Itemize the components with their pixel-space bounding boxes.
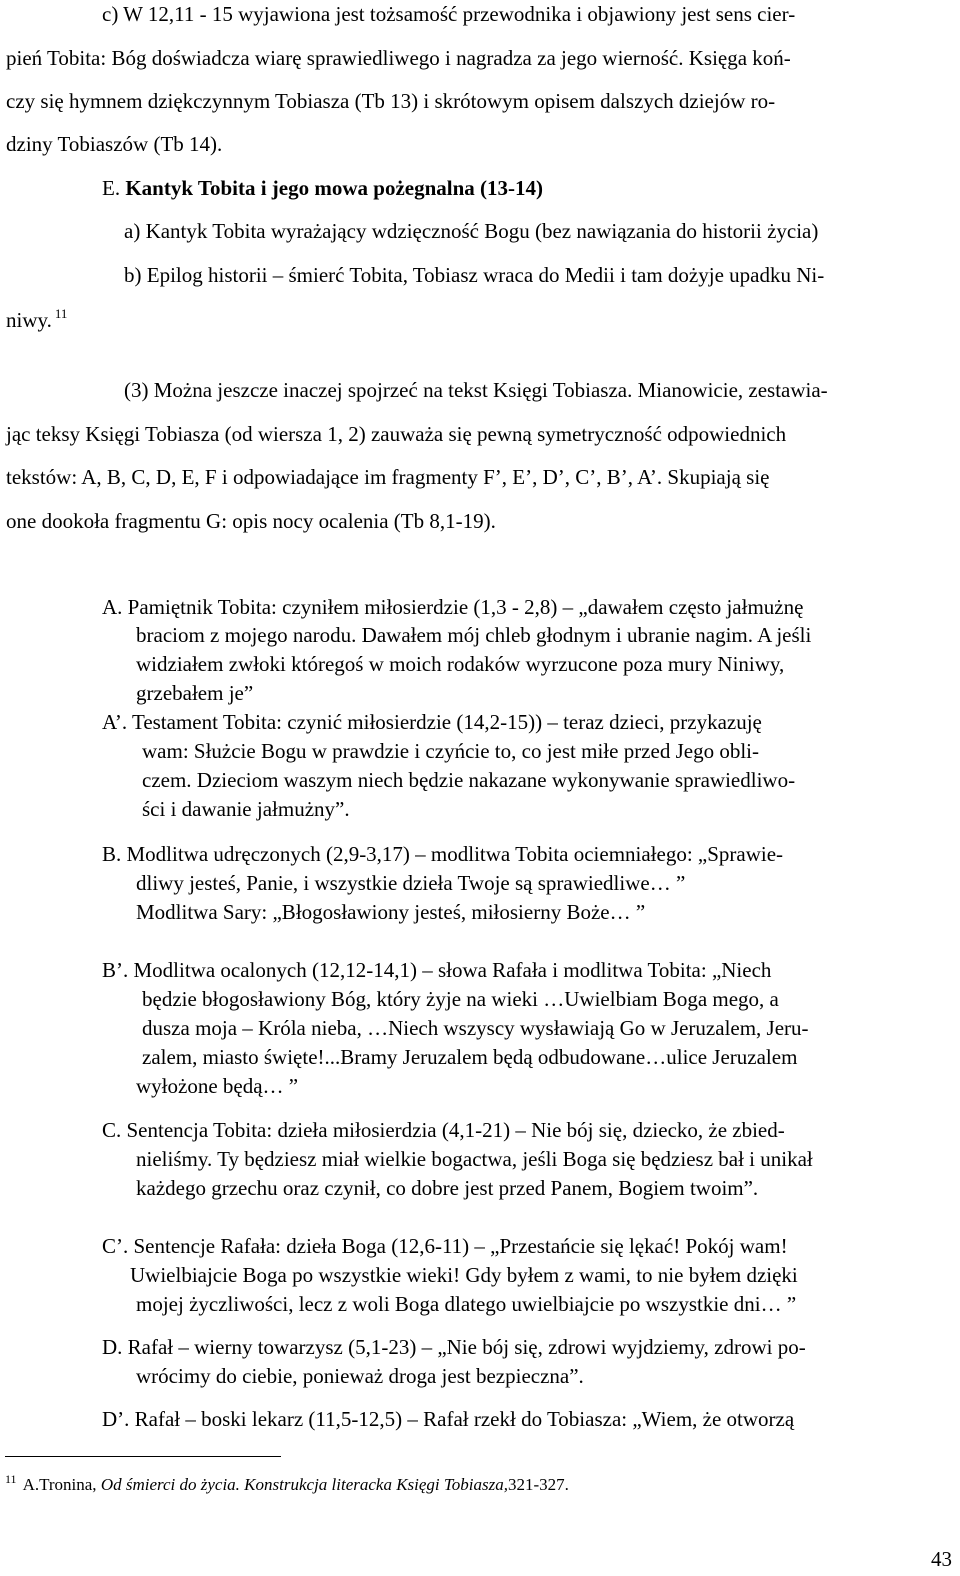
text-line [102, 1337, 806, 1358]
text-line [136, 902, 645, 923]
text-line [102, 844, 783, 865]
text-line-content: Uwielbiajcie Boga po wszystkie wieki! Gdy byłem z wami, to nie byłem dzięki [130, 1263, 798, 1287]
text-line-content: widziałem zwłoki któregoś w moich rodaków wyrzucone poza mury Niniwy, [136, 652, 785, 676]
text-line-content: D. Rafał – wierny towarzysz (5,1-23) – „Nie bój się, zdrowi wyjdziemy, zdrowi po- [102, 1335, 806, 1359]
text-line [124, 265, 824, 286]
text-line-content: A’. Testament Tobita: czynić miłosierdzie (14,2-15)) – teraz dzieci, przykazuję [102, 710, 762, 734]
text-line [136, 1294, 796, 1315]
text-line-content: tekstów: A, B, C, D, E, F i odpowiadające im fragmenty F’, E’, D’, C’, B’, A’. Skupiają się [6, 465, 770, 489]
text-line-content: dliwy jesteś, Panie, i wszystkie dzieła Twoje są sprawiedliwe… ” [136, 871, 686, 895]
text-line [102, 597, 803, 618]
footnote-reference[interactable]: 11 [54, 306, 68, 321]
text-line-content: (3) Można jeszcze inaczej spojrzeć na tekst Księgi Tobiasza. Mianowicie, zestawia- [124, 378, 828, 402]
footnote-separator [5, 1456, 281, 1457]
text-line-content: a) Kantyk Tobita wyrażający wdzięczność Bogu (bez nawiązania do historii życia) [124, 219, 819, 243]
text-line [6, 511, 496, 532]
text-line-content: niwy. [6, 308, 52, 332]
text-line-content: B. Modlitwa udręczonych (2,9-3,17) – modlitwa Tobita ociemniałego: „Sprawie- [102, 842, 784, 866]
text-line-content: dusza moja – Króla nieba, …Niech wszyscy wysławiają Go w Jeruzalem, Jeru- [142, 1016, 809, 1040]
text-line-content: wrócimy do ciebie, ponieważ droga jest bezpieczna”. [136, 1364, 584, 1388]
text-line [142, 799, 350, 820]
text-line [102, 960, 771, 981]
text-line-content: zalem, miasto święte!...Bramy Jeruzalem będą odbudowane…ulice Jeruzalem [142, 1045, 798, 1069]
text-line-content: E. [102, 176, 126, 200]
text-line [142, 741, 759, 762]
text-line-content: jąc teksy Księgi Tobiasza (od wiersza 1, 2) zauważa się pewną symetryczność odpowiednich [6, 422, 787, 446]
text-line [6, 424, 786, 445]
text-line-content: Modlitwa Sary: „Błogosławiony jesteś, miłosierny Boże… ” [136, 900, 646, 924]
text-line-content: C. Sentencja Tobita: dzieła miłosierdzia (4,1-21) – Nie bój się, dziecko, że zbied- [102, 1118, 785, 1142]
text-line [136, 1076, 298, 1097]
text-line-content: dziny Tobiaszów (Tb 14). [6, 132, 223, 156]
text-line-content: c) W 12,11 - 15 wyjawiona jest tożsamość przewodnika i objawiony jest sens cier- [102, 2, 796, 26]
text-line-content: ści i dawanie jałmużny”. [142, 797, 350, 821]
text-line [6, 467, 770, 488]
footnote-11 [5, 1472, 569, 1494]
text-line [102, 4, 795, 25]
text-line [130, 1265, 798, 1286]
text-line [136, 1366, 584, 1387]
footnote-pages: 321-327. [508, 1475, 569, 1494]
page-number: 43 [931, 1547, 952, 1571]
text-line-content: pień Tobita: Bóg doświadcza wiarę sprawiedliwego i nagradza za jego wierność. Księga koń- [6, 46, 791, 70]
text-line [6, 134, 222, 155]
text-line [136, 873, 685, 894]
text-line [142, 1047, 797, 1068]
text-line-content: czy się hymnem dziękczynnym Tobiasza (Tb 13) i skrótowym opisem dalszych dziejów ro- [6, 89, 776, 113]
text-line [6, 48, 791, 69]
footnote-number: 11 [5, 1472, 17, 1486]
text-line-content: one dookoła fragmentu G: opis nocy ocalenia (Tb 8,1-19). [6, 509, 496, 533]
text-line-content: C’. Sentencje Rafała: dzieła Boga (12,6-11) – „Przestańcie się lękać! Pokój wam! [102, 1234, 788, 1258]
text-line [142, 989, 779, 1010]
text-line-content: wyłożone będą… ” [136, 1074, 299, 1098]
footnote-title: Od śmierci do życia. Konstrukcja literacka Księgi Tobiasza, [100, 1475, 509, 1494]
text-line-content: D’. Rafał – boski lekarz (11,5-12,5) – Rafał rzekł do Tobiasza: „Wiem, że otworzą [102, 1407, 795, 1431]
text-line [142, 770, 795, 791]
text-line-content: czem. Dzieciom waszym niech będzie nakazane wykonywanie sprawiedliwo- [142, 768, 796, 792]
text-line-content: b) Epilog historii – śmierć Tobita, Tobiasz wraca do Medii i tam dożyje upadku Ni- [124, 263, 825, 287]
text-line-content: B’. Modlitwa ocalonych (12,12-14,1) – słowa Rafała i modlitwa Tobita: „Niech [102, 958, 772, 982]
text-line-content: będzie błogosławiony Bóg, który żyje na wieki …Uwielbiam Boga mego, a [142, 987, 779, 1011]
text-line [6, 91, 775, 112]
text-line [102, 712, 762, 733]
footnote-author: A.Tronina, [22, 1475, 101, 1494]
text-line-content: wam: Służcie Bogu w prawdzie i czyńcie to, co jest miłe przed Jego obli- [142, 739, 759, 763]
text-line [124, 221, 818, 242]
text-line [136, 654, 784, 675]
section-heading: Kantyk Tobita i jego mowa pożegnalna (13-14) [125, 176, 544, 200]
text-line [136, 625, 811, 646]
text-line-content: A. Pamiętnik Tobita: czyniłem miłosierdzie (1,3 - 2,8) – „dawałem często jałmużnę [102, 595, 804, 619]
text-line [142, 1018, 809, 1039]
text-line-content: grzebałem je” [136, 681, 254, 705]
text-line [6, 306, 68, 332]
text-line-content: braciom z mojego narodu. Dawałem mój chleb głodnym i ubranie nagim. A jeśli [136, 623, 812, 647]
text-line [124, 380, 828, 401]
text-line [136, 1149, 813, 1170]
text-line [102, 1409, 794, 1430]
text-line [136, 683, 253, 704]
text-line-content: mojej życzliwości, lecz z woli Boga dlatego uwielbiajcie po wszystkie dni… ” [136, 1292, 797, 1316]
text-line [102, 1236, 788, 1257]
text-line [102, 1120, 785, 1141]
text-line [136, 1178, 758, 1199]
text-line [102, 178, 543, 199]
text-line-content: nieliśmy. Ty będziesz miał wielkie bogactwa, jeśli Boga się będziesz bał i unikał [136, 1147, 813, 1171]
text-line-content: każdego grzechu oraz czynił, co dobre jest przed Panem, Bogiem twoim”. [136, 1176, 759, 1200]
